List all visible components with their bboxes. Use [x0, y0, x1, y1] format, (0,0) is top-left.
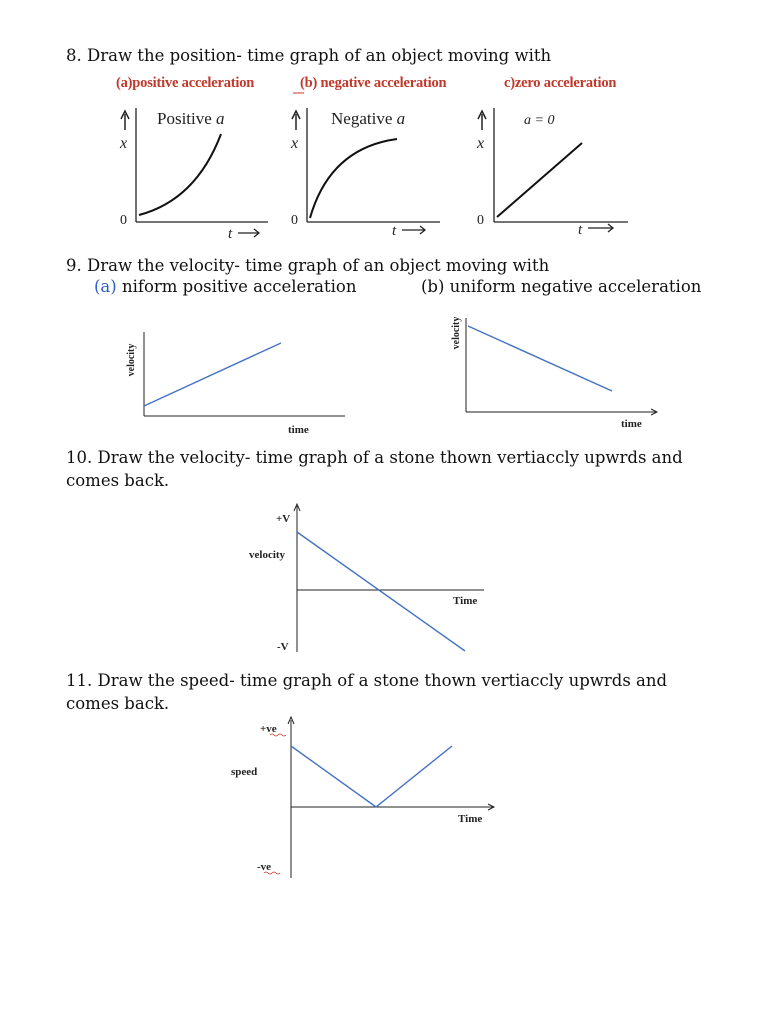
q9-graph-a — [126, 332, 345, 436]
q8-label-positive: (a)positive acceleration — [116, 75, 255, 91]
question-11-line2: comes back. — [66, 694, 170, 713]
q8g2-origin: 0 — [291, 213, 298, 228]
q8g3-y-label: x — [477, 135, 485, 152]
q8g1-y-label: x — [120, 135, 128, 152]
q11-bottom-label: -ve — [257, 861, 272, 873]
q8-graph-zero — [476, 108, 628, 238]
q9b-y-label: velocity — [451, 316, 462, 350]
q9b-x-label: time — [621, 418, 642, 430]
q9-sub-b: (b) uniform negative acceleration — [421, 277, 702, 296]
q11-graph — [231, 717, 494, 878]
q8g1-x-label: t — [228, 226, 233, 242]
q8g3-title: a = 0 — [524, 113, 555, 128]
question-8-title: 8. Draw the position- time graph of an object moving with — [66, 46, 552, 65]
q10-bottom-label: -V — [277, 641, 289, 653]
q9a-line — [144, 343, 281, 406]
q8g3-origin: 0 — [477, 213, 484, 228]
q8-graph-negative — [290, 108, 440, 239]
q10-x-label: Time — [453, 595, 478, 607]
q11-top-label: +ve — [260, 723, 277, 735]
q8g1-title: Positive a — [157, 109, 225, 128]
q9-sub-a-text: niform positive acceleration — [116, 277, 357, 296]
q9-sub-a-marker: (a) — [94, 277, 117, 296]
q11-top-label-squiggle — [270, 734, 286, 736]
q10-y-label: velocity — [249, 549, 286, 561]
q8-label-negative: (b) negative acceleration — [300, 75, 447, 91]
q10-top-label: +V — [276, 513, 291, 525]
question-9-title: 9. Draw the velocity- time graph of an object moving with — [66, 256, 550, 275]
q8g1-origin: 0 — [120, 213, 127, 228]
q8g2-y-label: x — [291, 135, 299, 152]
q8-label-zero: c)zero acceleration — [504, 75, 617, 91]
q9-sub-a — [94, 277, 356, 296]
question-10-line2: comes back. — [66, 471, 170, 490]
q8g3-x-label: t — [578, 222, 583, 238]
q11-bottom-label-squiggle — [264, 872, 280, 874]
q8g2-x-label: t — [392, 223, 397, 239]
q8-graph-positive — [119, 108, 268, 242]
q11-y-label: speed — [231, 766, 258, 778]
q9-graph-b — [451, 317, 657, 430]
q8g2-title: Negative a — [331, 109, 406, 128]
q11-line — [291, 746, 452, 807]
question-10-line1: 10. Draw the velocity- time graph of a stone thown vertiaccly upwrds and — [66, 448, 683, 467]
q11-x-label: Time — [458, 813, 483, 825]
q8g1-curve — [139, 134, 221, 215]
q9b-line — [468, 326, 612, 391]
q8g2-curve — [310, 139, 397, 218]
q10-line — [297, 532, 465, 651]
q9a-y-label: velocity — [126, 343, 137, 377]
q9a-x-label: time — [288, 424, 309, 436]
q10-graph — [249, 504, 484, 653]
q8g3-line — [497, 143, 582, 217]
question-11-line1: 11. Draw the speed- time graph of a stone thown vertiaccly upwrds and — [66, 671, 668, 690]
